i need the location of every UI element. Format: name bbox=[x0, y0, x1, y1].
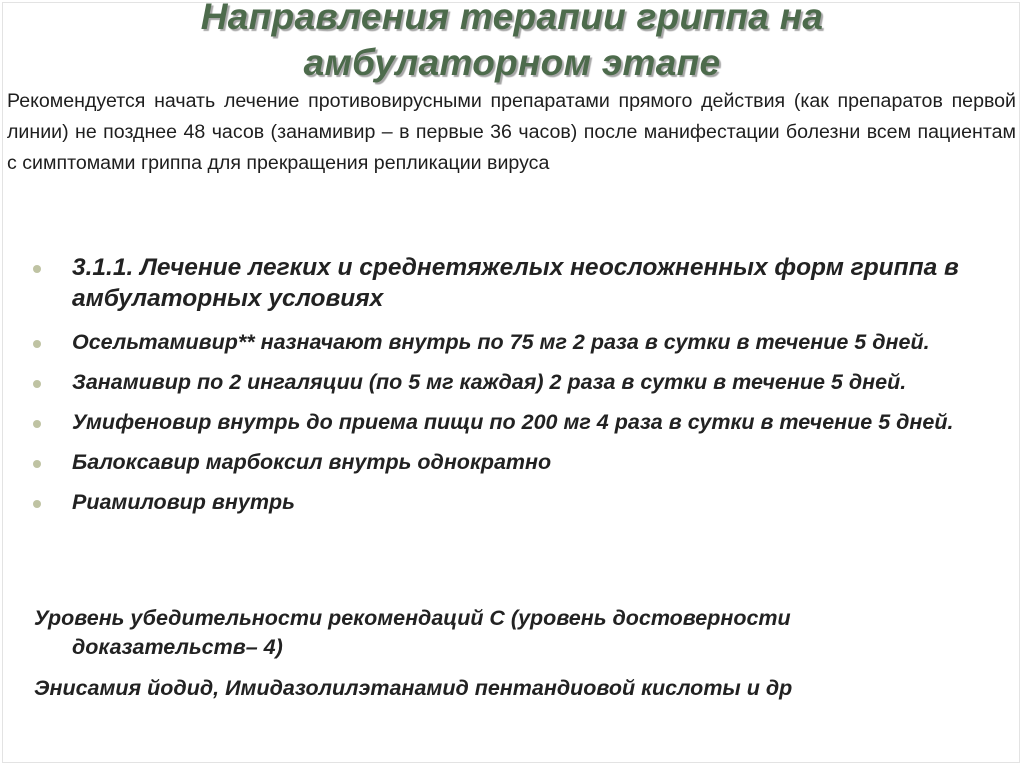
list-item-section-heading bbox=[0, 252, 1024, 314]
list-item-oseltamivir bbox=[0, 328, 1024, 357]
list-item-text: 3.1.1. Лечение легких и среднетяжелых неосложненных форм гриппа в амбулаторных условиях bbox=[72, 254, 959, 312]
list-item-riamilovir bbox=[0, 488, 1024, 517]
list-item-text: Риамиловир внутрь bbox=[72, 490, 295, 514]
bullet-icon bbox=[33, 340, 41, 348]
list-item-text: Осельтамивир** назначают внутрь по 75 мг 2 раза в сутки в течение 5 дней. bbox=[72, 330, 930, 354]
list-item-umifenovir bbox=[0, 408, 1024, 437]
recommendation-level-note bbox=[34, 604, 994, 662]
treatment-list bbox=[0, 252, 1024, 528]
list-item-zanamivir bbox=[0, 368, 1024, 397]
slide-title-line-2: амбулаторном этапе bbox=[303, 42, 721, 83]
slide-title-line-1: Направления терапии гриппа на bbox=[200, 0, 824, 37]
list-item-text: Занамивир по 2 ингаляции (по 5 мг каждая) 2 раза в сутки в течение 5 дней. bbox=[72, 370, 907, 394]
other-drugs-line: Энисамия йодид, Имидазолилэтанамид пентандиовой кислоты и др bbox=[34, 676, 793, 700]
bullet-icon bbox=[33, 265, 41, 273]
list-item-text: Балоксавир марбоксил внутрь однократно bbox=[72, 450, 552, 474]
bullet-icon bbox=[33, 500, 41, 508]
intro-paragraph: Рекомендуется начать лечение противовирусными препаратами прямого действия (как препаратов первой линии) не позднее 48 часов (занамивир – в первые 36 часов) после манифестации болезни всем пациентам с симптомами гриппа для прекращения репликации вируса bbox=[7, 90, 1016, 174]
recommendation-level-line-1: Уровень убедительности рекомендаций С (уровень достоверности bbox=[34, 606, 791, 630]
bullet-icon bbox=[33, 460, 41, 468]
bullet-icon bbox=[33, 380, 41, 388]
bullet-icon bbox=[33, 420, 41, 428]
recommendation-level-line-2: доказательств– 4) bbox=[72, 635, 283, 659]
list-item-baloxavir bbox=[0, 448, 1024, 477]
slide-title bbox=[0, 0, 1024, 86]
list-item-text: Умифеновир внутрь до приема пищи по 200 мг 4 раза в сутки в течение 5 дней. bbox=[72, 410, 954, 434]
